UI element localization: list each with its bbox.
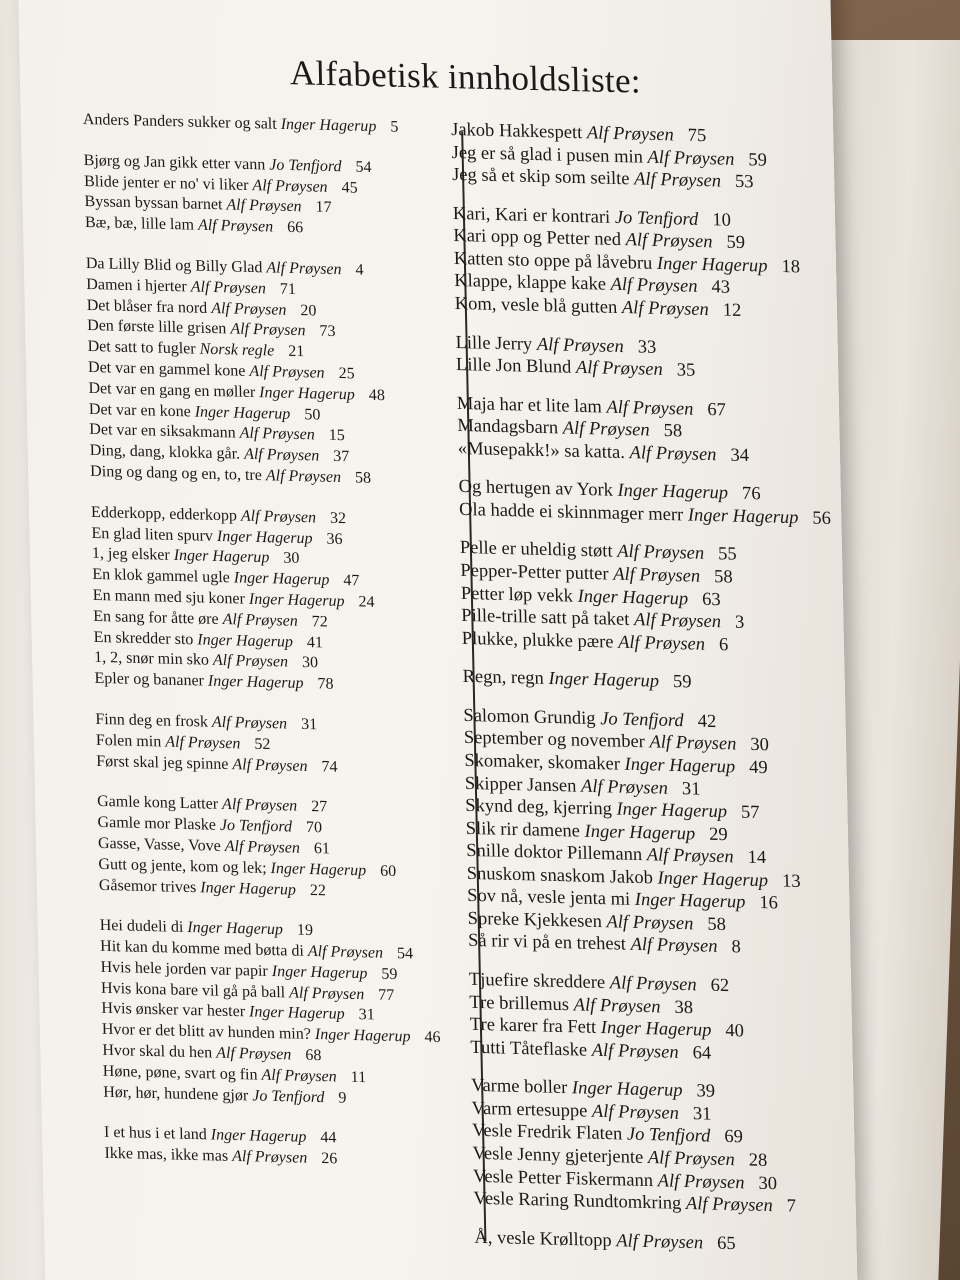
song-title: Salomon Grundig bbox=[463, 705, 596, 729]
author: Alf Prøysen bbox=[610, 275, 698, 298]
page-number: 28 bbox=[748, 1150, 768, 1171]
page-number: 36 bbox=[326, 530, 343, 548]
letter-group bbox=[95, 710, 457, 781]
page-title: Alfabetisk innholdsliste: bbox=[289, 53, 642, 101]
song-title: Tre brillemus bbox=[469, 992, 570, 1015]
song-title: Snuskom snaskom Jakob bbox=[466, 863, 654, 889]
page-number: 54 bbox=[396, 945, 414, 963]
page-number: 25 bbox=[338, 365, 355, 383]
page-number: 32 bbox=[329, 509, 347, 527]
song-title: Bjørg og Jan gikk etter vann bbox=[83, 151, 266, 174]
page-number: 41 bbox=[306, 633, 324, 652]
author: Inger Hagerup bbox=[270, 859, 367, 880]
page-number: 45 bbox=[341, 178, 358, 197]
letter-group bbox=[84, 151, 446, 243]
song-title: Hit kan du komme med bøtta di bbox=[99, 937, 305, 960]
page-number: 10 bbox=[712, 210, 732, 231]
song-title: Anders Panders sukker og salt bbox=[82, 110, 277, 133]
page-number: 58 bbox=[713, 567, 733, 588]
page-number: 11 bbox=[350, 1068, 367, 1087]
author: Inger Hagerup bbox=[687, 505, 799, 529]
author: Inger Hagerup bbox=[657, 868, 769, 891]
letter-group bbox=[474, 1226, 845, 1258]
author: Inger Hagerup bbox=[248, 1003, 345, 1024]
song-title: Det var en gang en møller bbox=[88, 379, 256, 401]
song-title: Kari opp og Petter ned bbox=[453, 226, 622, 251]
letter-group bbox=[453, 203, 826, 325]
song-title: Ola hadde ei skinnmager merr bbox=[458, 499, 684, 526]
song-title: September og november bbox=[463, 728, 646, 753]
page-number: 9 bbox=[338, 1089, 347, 1107]
author: Alf Prøysen bbox=[580, 776, 669, 799]
song-title: Hvis hele jorden var papir bbox=[100, 958, 268, 980]
song-title: Jeg er så glad i pusen min bbox=[451, 142, 644, 168]
page-number: 5 bbox=[390, 118, 399, 136]
page-number: 52 bbox=[254, 735, 271, 753]
author: Inger Hagerup bbox=[577, 586, 689, 610]
author: Alf Prøysen bbox=[197, 216, 274, 236]
song-title: Epler og bananer bbox=[94, 669, 205, 690]
page-number: 30 bbox=[758, 1173, 778, 1194]
page-number: 43 bbox=[711, 277, 731, 299]
author: Alf Prøysen bbox=[646, 845, 734, 868]
letter-group bbox=[104, 1123, 465, 1173]
song-title: Hvis kona bare vil gå på ball bbox=[100, 979, 286, 1001]
song-title: Jakob Hakkespett bbox=[450, 119, 583, 144]
page-number: 31 bbox=[681, 778, 701, 800]
author: Alf Prøysen bbox=[617, 632, 706, 655]
song-title: Klappe, klappe kake bbox=[454, 271, 607, 296]
author: Inger Hagerup bbox=[187, 919, 284, 939]
author: Inger Hagerup bbox=[233, 569, 330, 589]
song-title: Spreke Kjekkesen bbox=[467, 908, 603, 932]
page-number: 60 bbox=[380, 862, 397, 880]
page-content bbox=[18, 0, 858, 1280]
author: Jo Tenfjord bbox=[614, 207, 699, 230]
song-title: Katten sto oppe på låvebru bbox=[453, 248, 653, 274]
page-number: 38 bbox=[674, 997, 694, 1018]
author: Alf Prøysen bbox=[562, 418, 650, 441]
song-title: Byssan byssan barnet bbox=[84, 193, 223, 214]
page-number: 16 bbox=[759, 893, 779, 914]
song-title: Skomaker, skomaker bbox=[464, 750, 621, 775]
page-number: 14 bbox=[747, 847, 767, 869]
song-title: Folen min bbox=[95, 731, 162, 751]
page-number: 15 bbox=[328, 427, 345, 445]
author: Alf Prøysen bbox=[685, 1194, 774, 1217]
author: Inger Hagerup bbox=[194, 403, 291, 423]
author: Alf Prøysen bbox=[226, 196, 302, 216]
author: Alf Prøysen bbox=[239, 424, 315, 444]
song-title: Vesle Raring Rundtomkring bbox=[473, 1188, 682, 1214]
letter-group bbox=[469, 969, 841, 1068]
page-number: 58 bbox=[663, 421, 683, 442]
song-title: Jeg så et skip som seilte bbox=[451, 165, 630, 190]
book-page bbox=[18, 0, 857, 1280]
page-number: 50 bbox=[304, 405, 321, 424]
song-title: Tre karer fra Fett bbox=[469, 1014, 597, 1039]
page-number: 7 bbox=[786, 1196, 797, 1217]
author: Alf Prøysen bbox=[606, 912, 694, 935]
song-title: Petter løp vekk bbox=[460, 583, 574, 607]
song-title: Plukke, plukke pære bbox=[461, 628, 614, 653]
author: Alf Prøysen bbox=[230, 320, 306, 340]
song-title: Vesle Jenny gjeterjente bbox=[472, 1143, 644, 1168]
page-number: 13 bbox=[781, 871, 801, 892]
song-title: Ding, dang, klokka går. bbox=[89, 442, 241, 463]
contents-entry bbox=[474, 1226, 845, 1258]
author: Jo Tenfjord bbox=[252, 1087, 325, 1106]
page-number: 78 bbox=[317, 675, 334, 693]
song-title: Det satt to fugler bbox=[87, 338, 196, 358]
author: Inger Hagerup bbox=[617, 481, 729, 504]
author: Inger Hagerup bbox=[600, 1018, 712, 1041]
author: Alf Prøysen bbox=[266, 259, 342, 279]
song-title: Lille Jerry bbox=[455, 332, 533, 355]
page-number: 31 bbox=[358, 1006, 375, 1024]
song-title: Tjuefire skreddere bbox=[468, 969, 606, 994]
page-number: 27 bbox=[311, 798, 328, 816]
song-title: Så rir vi på en trehest bbox=[467, 931, 627, 956]
page-number: 40 bbox=[725, 1021, 745, 1042]
page-number: 63 bbox=[701, 589, 721, 610]
song-title: Først skal jeg spinne bbox=[96, 752, 229, 773]
author: Alf Prøysen bbox=[586, 123, 674, 146]
page-number: 76 bbox=[741, 484, 761, 505]
author: Inger Hagerup bbox=[259, 383, 356, 404]
page-number: 70 bbox=[305, 819, 323, 837]
page-number: 58 bbox=[707, 914, 727, 936]
song-title: En skredder sto bbox=[93, 628, 194, 648]
author: Inger Hagerup bbox=[280, 115, 377, 136]
author: Alf Prøysen bbox=[629, 442, 717, 465]
page-number: 46 bbox=[424, 1028, 441, 1047]
page-number: 53 bbox=[734, 172, 754, 193]
author: Alf Prøysen bbox=[536, 334, 624, 357]
letter-group bbox=[457, 393, 829, 470]
author: Alf Prøysen bbox=[165, 733, 241, 753]
song-title: Pille-trille satt på taket bbox=[461, 606, 630, 631]
page-number: 59 bbox=[381, 965, 398, 983]
right-column bbox=[451, 119, 845, 1274]
page-number: 35 bbox=[676, 360, 696, 381]
song-title: Skynd deg, kjerring bbox=[465, 795, 613, 820]
letter-group bbox=[463, 705, 838, 962]
author: Inger Hagerup bbox=[656, 253, 768, 277]
song-title: Det var en siksakmann bbox=[89, 421, 236, 442]
song-title: Tutti Tåteflaske bbox=[470, 1037, 588, 1061]
page-number: 8 bbox=[731, 937, 741, 958]
song-title: Det var en gammel kone bbox=[87, 358, 246, 380]
author: Inger Hagerup bbox=[200, 878, 297, 899]
author: Alf Prøysen bbox=[617, 542, 705, 565]
author: Inger Hagerup bbox=[548, 669, 660, 692]
letter-group bbox=[83, 110, 444, 140]
author: Alf Prøysen bbox=[657, 1170, 745, 1193]
author: Alf Prøysen bbox=[633, 169, 722, 192]
author: Jo Tenfjord bbox=[600, 709, 684, 732]
page-number: 47 bbox=[343, 572, 360, 590]
author: Inger Hagerup bbox=[624, 754, 736, 778]
page-number: 58 bbox=[354, 469, 372, 487]
song-title: Snille doktor Pillemann bbox=[466, 841, 643, 866]
page-number: 55 bbox=[717, 544, 737, 566]
page-number: 3 bbox=[734, 612, 745, 633]
letter-group bbox=[86, 254, 451, 492]
page-number: 68 bbox=[305, 1046, 322, 1065]
letter-group bbox=[471, 1075, 844, 1219]
author: Inger Hagerup bbox=[271, 962, 368, 983]
left-column bbox=[83, 110, 466, 1194]
author: Alf Prøysen bbox=[190, 278, 267, 298]
song-title: Hei dudeli di bbox=[99, 917, 184, 937]
page-number: 34 bbox=[730, 445, 750, 466]
author: Alf Prøysen bbox=[243, 445, 320, 465]
author: Alf Prøysen bbox=[575, 357, 664, 381]
page-number: 30 bbox=[301, 654, 319, 672]
song-title: Vesle Petter Fiskermann bbox=[472, 1166, 654, 1191]
author: Alf Prøysen bbox=[231, 1148, 308, 1167]
page-number: 33 bbox=[637, 336, 657, 358]
author: Jo Tenfjord bbox=[219, 816, 293, 836]
author: Alf Prøysen bbox=[249, 362, 325, 382]
page-number: 21 bbox=[288, 343, 305, 361]
page-number: 69 bbox=[724, 1127, 744, 1148]
song-title: 1, jeg elsker bbox=[91, 545, 170, 565]
author: Alf Prøysen bbox=[261, 1066, 337, 1086]
page-number: 31 bbox=[692, 1103, 712, 1125]
author: Inger Hagerup bbox=[210, 1126, 307, 1147]
page-number: 64 bbox=[692, 1042, 712, 1064]
author: Inger Hagerup bbox=[584, 821, 696, 845]
author: Alf Prøysen bbox=[211, 713, 288, 733]
song-title: Ding og dang og en, to, tre bbox=[90, 462, 263, 485]
song-title: Den første lille grisen bbox=[86, 317, 227, 338]
letter-group bbox=[458, 476, 832, 530]
author: Jo Tenfjord bbox=[626, 1124, 711, 1147]
author: Alf Prøysen bbox=[232, 755, 308, 775]
song-title: Maja har et lite lam bbox=[456, 393, 603, 418]
author: Alf Prøysen bbox=[633, 610, 722, 633]
song-title: Varme boller bbox=[470, 1076, 568, 1099]
author: Alf Prøysen bbox=[288, 984, 365, 1003]
song-title: Hør, hør, hundene gjør bbox=[103, 1083, 249, 1104]
author: Jo Tenfjord bbox=[269, 156, 342, 176]
song-title: Det blåser fra nord bbox=[86, 296, 208, 317]
page-number: 42 bbox=[697, 711, 717, 732]
song-title: En mann med sju koner bbox=[92, 586, 246, 608]
author: Alf Prøysen bbox=[265, 467, 342, 486]
page-number: 20 bbox=[300, 301, 317, 320]
page-number: 54 bbox=[355, 158, 372, 176]
song-title: Hvor skal du hen bbox=[102, 1041, 213, 1062]
author: Inger Hagerup bbox=[248, 590, 345, 610]
song-title: Varm ertesuppe bbox=[471, 1098, 588, 1122]
song-title: Damen i hjerter bbox=[86, 275, 187, 296]
song-title: Gåsemor trives bbox=[98, 876, 197, 896]
page-number: 73 bbox=[319, 323, 336, 341]
page-number: 61 bbox=[313, 840, 331, 858]
author: Alf Prøysen bbox=[606, 397, 694, 420]
page-number: 49 bbox=[748, 757, 768, 779]
song-title: Gutt og jente, kom og lek; bbox=[98, 855, 267, 877]
author: Alf Prøysen bbox=[212, 652, 289, 671]
author: Alf Prøysen bbox=[221, 796, 298, 816]
page-number: 59 bbox=[726, 232, 746, 254]
song-title: Det var en kone bbox=[88, 400, 191, 420]
author: Alf Prøysen bbox=[307, 942, 384, 962]
letter-group bbox=[455, 331, 826, 385]
author: Alf Prøysen bbox=[216, 1044, 292, 1064]
song-title: Bæ, bæ, lille lam bbox=[84, 214, 195, 234]
page-number: 26 bbox=[321, 1150, 338, 1168]
song-title: En sang for åtte øre bbox=[93, 607, 219, 628]
author: Alf Prøysen bbox=[591, 1040, 679, 1063]
page-number: 77 bbox=[378, 986, 395, 1004]
contents-entry bbox=[462, 666, 833, 698]
song-title: Gasse, Vasse, Vove bbox=[97, 834, 221, 855]
letter-group bbox=[462, 666, 833, 698]
song-title: Gamle mor Plaske bbox=[97, 813, 217, 834]
song-title: En klok gammel ugle bbox=[92, 566, 230, 587]
song-title: Regn, regn bbox=[462, 667, 545, 690]
song-title: Pelle er uheldig støtt bbox=[459, 538, 613, 563]
author: Inger Hagerup bbox=[173, 547, 270, 567]
author: Alf Prøysen bbox=[252, 176, 328, 196]
page-number: 24 bbox=[358, 593, 375, 611]
song-title: Kom, vesle blå gutten bbox=[454, 293, 618, 318]
song-title: Høne, pøne, svart og fin bbox=[102, 1062, 258, 1084]
song-title: Finn deg en frosk bbox=[95, 710, 209, 731]
author: Norsk regle bbox=[199, 340, 275, 360]
page-number: 6 bbox=[718, 634, 729, 656]
page-number: 67 bbox=[707, 399, 727, 421]
letter-group bbox=[460, 537, 833, 659]
page-number: 22 bbox=[309, 881, 327, 899]
page-number: 56 bbox=[812, 508, 832, 529]
song-title: Slik rir damene bbox=[465, 818, 581, 842]
page-number: 31 bbox=[300, 715, 318, 734]
author: Alf Prøysen bbox=[649, 732, 737, 755]
song-title: En glad liten spurv bbox=[91, 524, 214, 545]
song-title: Og hertugen av York bbox=[458, 477, 614, 501]
page-number: 37 bbox=[333, 448, 350, 466]
page-number: 59 bbox=[672, 672, 692, 693]
song-title: «Musepakk!» sa katta. bbox=[457, 438, 626, 463]
song-title: Ikke mas, ikke mas bbox=[104, 1145, 229, 1166]
page-number: 57 bbox=[740, 802, 760, 824]
letter-group bbox=[97, 792, 459, 905]
author: Alf Prøysen bbox=[621, 297, 709, 321]
author: Alf Prøysen bbox=[647, 147, 735, 170]
author: Inger Hagerup bbox=[216, 527, 313, 547]
page-number: 75 bbox=[687, 125, 707, 147]
author: Alf Prøysen bbox=[647, 1147, 735, 1171]
page-number: 62 bbox=[710, 975, 730, 997]
page-number: 12 bbox=[722, 300, 742, 321]
page-number: 74 bbox=[321, 757, 338, 776]
song-title: Blide jenter er no' vi liker bbox=[83, 172, 249, 194]
song-title: 1, 2, snør min sko bbox=[93, 649, 210, 670]
page-number: 44 bbox=[320, 1129, 337, 1147]
page-number: 48 bbox=[368, 386, 386, 404]
page-number: 66 bbox=[286, 219, 304, 237]
song-title: Da Lilly Blid og Billy Glad bbox=[85, 254, 263, 277]
author: Alf Prøysen bbox=[616, 1230, 704, 1253]
author: Alf Prøysen bbox=[211, 299, 287, 319]
page-number: 72 bbox=[311, 612, 328, 631]
song-title: Hvis ønsker var hester bbox=[101, 1000, 246, 1021]
page-number: 29 bbox=[708, 824, 728, 845]
author: Alf Prøysen bbox=[613, 564, 701, 587]
page-number: 4 bbox=[355, 261, 364, 279]
author: Inger Hagerup bbox=[616, 799, 728, 823]
song-title: Sov nå, vesle jenta mi bbox=[466, 886, 631, 911]
author: Alf Prøysen bbox=[240, 507, 317, 527]
author: Alf Prøysen bbox=[222, 610, 298, 630]
contents-entry bbox=[83, 110, 444, 140]
page-number: 18 bbox=[781, 256, 801, 278]
song-title: Hvor er det blitt av hunden min? bbox=[101, 1021, 312, 1044]
page-number: 30 bbox=[283, 549, 300, 568]
author: Alf Prøysen bbox=[609, 973, 697, 996]
song-title: Lille Jon Blund bbox=[455, 355, 572, 378]
song-title: Vesle Fredrik Flaten bbox=[471, 1121, 623, 1145]
author: Inger Hagerup bbox=[314, 1026, 411, 1046]
author: Inger Hagerup bbox=[634, 890, 746, 913]
song-title: Gamle kong Latter bbox=[96, 793, 219, 814]
page-number: 71 bbox=[279, 280, 297, 298]
page-number: 59 bbox=[748, 149, 768, 171]
author: Alf Prøysen bbox=[630, 935, 718, 958]
author: Inger Hagerup bbox=[197, 630, 294, 651]
page-number: 30 bbox=[750, 735, 770, 756]
author: Inger Hagerup bbox=[571, 1078, 683, 1102]
song-title: Mandagsbarn bbox=[457, 416, 559, 439]
page-number: 65 bbox=[716, 1233, 736, 1254]
author: Alf Prøysen bbox=[625, 230, 713, 253]
song-title: Edderkopp, edderkopp bbox=[90, 503, 238, 525]
song-title: I et hus i et land bbox=[103, 1124, 207, 1144]
page-number: 39 bbox=[696, 1081, 716, 1102]
letter-group bbox=[451, 119, 823, 196]
letter-group bbox=[91, 503, 455, 699]
author: Alf Prøysen bbox=[573, 994, 661, 1018]
page-number: 17 bbox=[315, 199, 332, 217]
author: Inger Hagerup bbox=[207, 672, 304, 693]
song-title: Å, vesle Krølltopp bbox=[474, 1227, 612, 1251]
page-number: 19 bbox=[296, 921, 314, 940]
letter-group bbox=[100, 916, 464, 1112]
author: Alf Prøysen bbox=[224, 837, 301, 857]
song-title: Skipper Jansen bbox=[464, 773, 577, 797]
author: Alf Prøysen bbox=[591, 1101, 680, 1124]
song-title: Pepper-Petter putter bbox=[460, 560, 609, 585]
song-title: Kari, Kari er kontrari bbox=[452, 203, 611, 228]
